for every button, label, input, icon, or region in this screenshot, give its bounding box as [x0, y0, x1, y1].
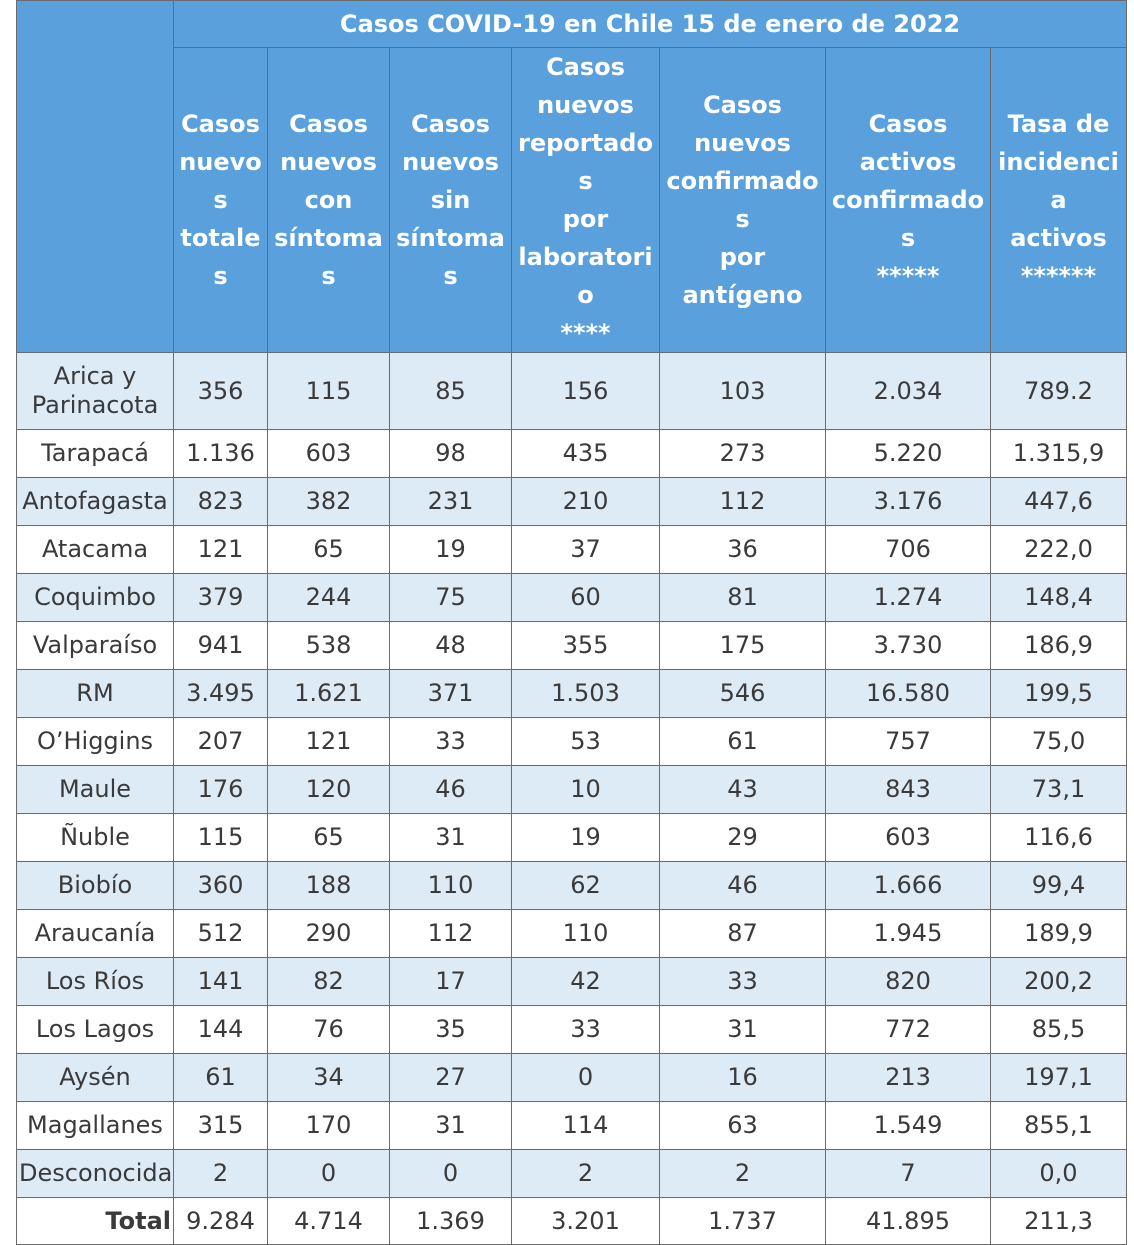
- value-cell: 356: [174, 353, 268, 430]
- table-row: [17, 430, 1127, 478]
- value-cell: 82: [268, 958, 390, 1006]
- total-value-cell: 41.895: [826, 1198, 991, 1245]
- value-cell: 115: [174, 814, 268, 862]
- value-cell: 61: [660, 718, 826, 766]
- value-cell: 222,0: [991, 526, 1127, 574]
- region-cell: Valparaíso: [17, 622, 174, 670]
- value-cell: 103: [660, 353, 826, 430]
- value-cell: 46: [660, 862, 826, 910]
- covid-table-container: [16, 0, 1126, 1245]
- value-cell: 31: [390, 1102, 512, 1150]
- value-cell: 213: [826, 1054, 991, 1102]
- region-cell: O’Higgins: [17, 718, 174, 766]
- region-cell: Arica y Parinacota: [17, 353, 174, 430]
- value-cell: 10: [512, 766, 660, 814]
- value-cell: 2.034: [826, 353, 991, 430]
- region-cell: Ñuble: [17, 814, 174, 862]
- value-cell: 0: [268, 1150, 390, 1198]
- region-cell: Los Ríos: [17, 958, 174, 1006]
- value-cell: 1.315,9: [991, 430, 1127, 478]
- column-header-antigeno: Casos nuevos confirmados por antígeno: [660, 48, 826, 353]
- value-cell: 1.503: [512, 670, 660, 718]
- value-cell: 19: [390, 526, 512, 574]
- value-cell: 19: [512, 814, 660, 862]
- value-cell: 61: [174, 1054, 268, 1102]
- value-cell: 87: [660, 910, 826, 958]
- value-cell: 789.2: [991, 353, 1127, 430]
- value-cell: 820: [826, 958, 991, 1006]
- covid-cases-table: [16, 0, 1127, 1245]
- value-cell: 447,6: [991, 478, 1127, 526]
- value-cell: 772: [826, 1006, 991, 1054]
- total-value-cell: 3.201: [512, 1198, 660, 1245]
- table-row: [17, 1006, 1127, 1054]
- value-cell: 120: [268, 766, 390, 814]
- value-cell: 16.580: [826, 670, 991, 718]
- value-cell: 1.136: [174, 430, 268, 478]
- value-cell: 110: [512, 910, 660, 958]
- value-cell: 189,9: [991, 910, 1127, 958]
- value-cell: 3.730: [826, 622, 991, 670]
- title-row: [17, 1, 1127, 48]
- value-cell: 207: [174, 718, 268, 766]
- table-row: [17, 718, 1127, 766]
- table-body: [17, 353, 1127, 1245]
- value-cell: 315: [174, 1102, 268, 1150]
- value-cell: 175: [660, 622, 826, 670]
- value-cell: 199,5: [991, 670, 1127, 718]
- table-row: [17, 478, 1127, 526]
- value-cell: 360: [174, 862, 268, 910]
- table-title: Casos COVID-19 en Chile 15 de enero de 2022: [174, 1, 1127, 48]
- value-cell: 60: [512, 574, 660, 622]
- column-header-nuevos-totales: Casos nuevos totales: [174, 48, 268, 353]
- table-row: [17, 910, 1127, 958]
- value-cell: 2: [174, 1150, 268, 1198]
- value-cell: 371: [390, 670, 512, 718]
- value-cell: 27: [390, 1054, 512, 1102]
- column-header-row: [17, 48, 1127, 353]
- value-cell: 110: [390, 862, 512, 910]
- table-row: [17, 1102, 1127, 1150]
- value-cell: 76: [268, 1006, 390, 1054]
- value-cell: 200,2: [991, 958, 1127, 1006]
- region-cell: Araucanía: [17, 910, 174, 958]
- total-row: [17, 1198, 1127, 1245]
- value-cell: 17: [390, 958, 512, 1006]
- column-header-con-sintomas: Casos nuevos con síntomas: [268, 48, 390, 353]
- total-value-cell: 4.714: [268, 1198, 390, 1245]
- value-cell: 757: [826, 718, 991, 766]
- value-cell: 121: [268, 718, 390, 766]
- value-cell: 244: [268, 574, 390, 622]
- value-cell: 99,4: [991, 862, 1127, 910]
- total-label: Total: [17, 1198, 174, 1245]
- table-row: [17, 670, 1127, 718]
- value-cell: 290: [268, 910, 390, 958]
- region-cell: Desconocida: [17, 1150, 174, 1198]
- value-cell: 546: [660, 670, 826, 718]
- value-cell: 435: [512, 430, 660, 478]
- total-value-cell: 9.284: [174, 1198, 268, 1245]
- value-cell: 48: [390, 622, 512, 670]
- table-row: [17, 862, 1127, 910]
- table-row: [17, 526, 1127, 574]
- value-cell: 35: [390, 1006, 512, 1054]
- value-cell: 34: [268, 1054, 390, 1102]
- value-cell: 85,5: [991, 1006, 1127, 1054]
- total-value-cell: 1.737: [660, 1198, 826, 1245]
- table-row: [17, 574, 1127, 622]
- corner-header-cell: [17, 1, 174, 353]
- column-header-sin-sintomas: Casos nuevos sin síntomas: [390, 48, 512, 353]
- value-cell: 5.220: [826, 430, 991, 478]
- table-row: [17, 353, 1127, 430]
- region-cell: Atacama: [17, 526, 174, 574]
- value-cell: 706: [826, 526, 991, 574]
- total-value-cell: 211,3: [991, 1198, 1127, 1245]
- value-cell: 3.176: [826, 478, 991, 526]
- value-cell: 31: [390, 814, 512, 862]
- value-cell: 112: [660, 478, 826, 526]
- value-cell: 0: [512, 1054, 660, 1102]
- value-cell: 75: [390, 574, 512, 622]
- value-cell: 144: [174, 1006, 268, 1054]
- value-cell: 603: [826, 814, 991, 862]
- value-cell: 98: [390, 430, 512, 478]
- value-cell: 1.274: [826, 574, 991, 622]
- value-cell: 843: [826, 766, 991, 814]
- region-cell: Magallanes: [17, 1102, 174, 1150]
- region-cell: RM: [17, 670, 174, 718]
- value-cell: 2: [512, 1150, 660, 1198]
- total-value-cell: 1.369: [390, 1198, 512, 1245]
- value-cell: 1.666: [826, 862, 991, 910]
- value-cell: 855,1: [991, 1102, 1127, 1150]
- value-cell: 379: [174, 574, 268, 622]
- value-cell: 186,9: [991, 622, 1127, 670]
- value-cell: 197,1: [991, 1054, 1127, 1102]
- value-cell: 29: [660, 814, 826, 862]
- value-cell: 63: [660, 1102, 826, 1150]
- value-cell: 355: [512, 622, 660, 670]
- region-cell: Biobío: [17, 862, 174, 910]
- value-cell: 512: [174, 910, 268, 958]
- value-cell: 2: [660, 1150, 826, 1198]
- value-cell: 3.495: [174, 670, 268, 718]
- value-cell: 31: [660, 1006, 826, 1054]
- value-cell: 141: [174, 958, 268, 1006]
- value-cell: 81: [660, 574, 826, 622]
- value-cell: 1.621: [268, 670, 390, 718]
- region-cell: Los Lagos: [17, 1006, 174, 1054]
- value-cell: 121: [174, 526, 268, 574]
- region-cell: Tarapacá: [17, 430, 174, 478]
- value-cell: 33: [390, 718, 512, 766]
- region-cell: Antofagasta: [17, 478, 174, 526]
- region-cell: Coquimbo: [17, 574, 174, 622]
- value-cell: 37: [512, 526, 660, 574]
- value-cell: 114: [512, 1102, 660, 1150]
- value-cell: 46: [390, 766, 512, 814]
- value-cell: 941: [174, 622, 268, 670]
- value-cell: 170: [268, 1102, 390, 1150]
- value-cell: 176: [174, 766, 268, 814]
- value-cell: 75,0: [991, 718, 1127, 766]
- table-row: [17, 1054, 1127, 1102]
- value-cell: 115: [268, 353, 390, 430]
- column-header-tasa-incidencia: Tasa de incidencia activos ******: [991, 48, 1127, 353]
- table-row: [17, 766, 1127, 814]
- value-cell: 603: [268, 430, 390, 478]
- column-header-activos-confirmados: Casos activos confirmados *****: [826, 48, 991, 353]
- value-cell: 33: [512, 1006, 660, 1054]
- table-row: [17, 1150, 1127, 1198]
- value-cell: 0: [390, 1150, 512, 1198]
- value-cell: 112: [390, 910, 512, 958]
- value-cell: 273: [660, 430, 826, 478]
- value-cell: 36: [660, 526, 826, 574]
- value-cell: 43: [660, 766, 826, 814]
- value-cell: 0,0: [991, 1150, 1127, 1198]
- value-cell: 823: [174, 478, 268, 526]
- region-cell: Aysén: [17, 1054, 174, 1102]
- value-cell: 156: [512, 353, 660, 430]
- region-cell: Maule: [17, 766, 174, 814]
- value-cell: 148,4: [991, 574, 1127, 622]
- value-cell: 62: [512, 862, 660, 910]
- table-row: [17, 814, 1127, 862]
- value-cell: 73,1: [991, 766, 1127, 814]
- value-cell: 7: [826, 1150, 991, 1198]
- value-cell: 33: [660, 958, 826, 1006]
- column-header-laboratorio: Casos nuevos reportados por laboratorio ****: [512, 48, 660, 353]
- value-cell: 1.549: [826, 1102, 991, 1150]
- table-row: [17, 958, 1127, 1006]
- value-cell: 382: [268, 478, 390, 526]
- value-cell: 53: [512, 718, 660, 766]
- value-cell: 42: [512, 958, 660, 1006]
- table-row: [17, 622, 1127, 670]
- value-cell: 210: [512, 478, 660, 526]
- value-cell: 65: [268, 814, 390, 862]
- value-cell: 231: [390, 478, 512, 526]
- value-cell: 85: [390, 353, 512, 430]
- value-cell: 65: [268, 526, 390, 574]
- value-cell: 16: [660, 1054, 826, 1102]
- value-cell: 1.945: [826, 910, 991, 958]
- value-cell: 116,6: [991, 814, 1127, 862]
- value-cell: 188: [268, 862, 390, 910]
- value-cell: 538: [268, 622, 390, 670]
